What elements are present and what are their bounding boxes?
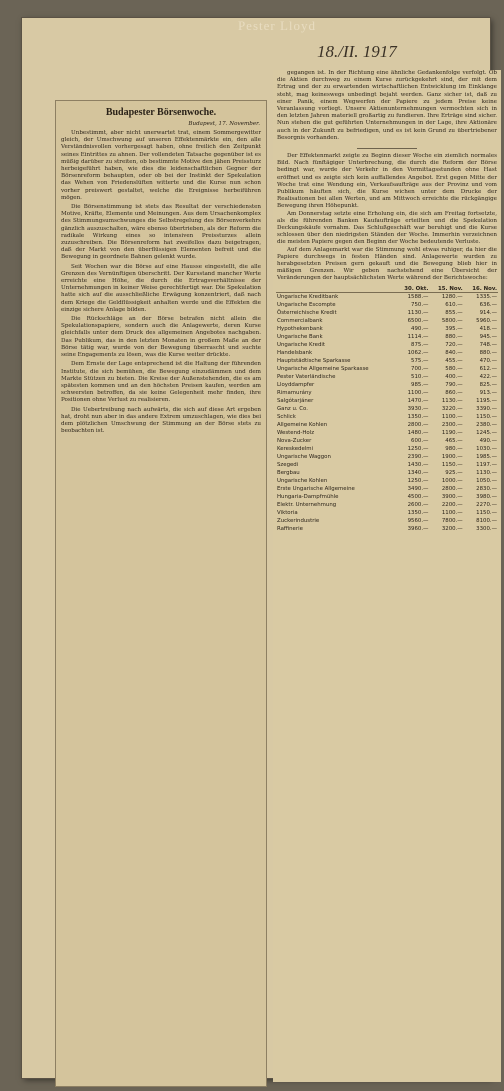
paragraph: Seit Wochen war die Börse auf eine Hausse eingestellt, die alle Grenzen des Vernünftigen überschritt. Der Kursstand mancher Werte erreichte eine Höhe, die durch die Ertragsverhältnisse der Unternehmungen in keiner Weise gerechtfertigt war. Die Spekulation hatte sich auf die ausschließliche Erwägung konzentriert, daß nach dem Kriege die Geldflüssigkeit anhalten werde und die Effekten die einzige sichere Anlage bilden.: [61, 263, 261, 313]
paragraph: Die Uebertreibung nach aufwärts, die sich auf diese Art ergeben hat, droht nun aber in das andere Extrem umzuschlagen, wie dies bei dem plötzlichen Umschwung der Stimmung an der Börse stets zu beobachten ist.: [61, 406, 261, 435]
price-cell: 1250.—: [407, 445, 429, 452]
table-row: [276, 437, 498, 445]
paragraph: Unbestimmt, aber nicht unerwartet trat, einem Sommergewitter gleich, der Umschwung auf unseren Effektenmärkte ein, den alle Verständnisvollen vorhergesagt haben, ohne freilich den Zeitpunkt seines Eintrittes zu ahnen. Der vollendeten Tatsache gegenüber ist es müßig darüber zu streiten, ob bestimmte Motive den jähen Preissturz herbeigeführt haben, wie dies die leidenschaftlichen Gegner der Börsenreform behaupten, oder ob bei der Instinkt der Spekulation das Wehen von Friedenslüften witterte und die Kurse nun schon vorher preiswert gestaltet, welche die Ereignisse herbeiführen mögen.: [61, 130, 261, 201]
table-row: [276, 469, 498, 477]
security-name-cell: Zuckerindustrie: [277, 517, 320, 524]
handwritten-date: 18./II. 1917: [317, 42, 397, 61]
table-row: [276, 525, 498, 533]
article-dateline: Budapest, 17. November.: [188, 121, 260, 127]
price-cell: 985.—: [411, 381, 429, 388]
price-cell: 1197.—: [476, 461, 497, 468]
table-row: [276, 453, 498, 461]
price-cell: 860.—: [445, 389, 463, 396]
security-name-cell: Österreichische Kredit: [277, 309, 337, 316]
table-row: [276, 373, 498, 381]
table-row: [276, 389, 498, 397]
price-cell: 5960.—: [476, 317, 497, 324]
price-cell: 400.—: [445, 373, 463, 380]
price-cell: 1350.—: [407, 509, 429, 516]
price-cell: 3390.—: [476, 405, 497, 412]
table-row: [276, 357, 498, 365]
column-header: 16. Nov.: [464, 286, 498, 293]
price-cell: 1150.—: [441, 461, 463, 468]
price-cell: 1470.—: [407, 397, 429, 404]
price-cell: 1190.—: [441, 429, 463, 436]
table-row: [276, 461, 498, 469]
price-cell: 750.—: [411, 301, 429, 308]
left-column: [55, 100, 267, 1087]
price-cell: 2200.—: [441, 501, 463, 508]
price-cell: 2800.—: [441, 485, 463, 492]
price-cell: 2270.—: [476, 501, 497, 508]
security-name-cell: Erste Ungarische Allgemeine: [277, 485, 355, 492]
table-row: [276, 413, 498, 421]
security-name-cell: Ungarische Bank: [277, 333, 323, 340]
table-row: [276, 501, 498, 509]
table-row: [276, 381, 498, 389]
price-cell: 1280.—: [441, 293, 463, 300]
price-cell: 2380.—: [476, 421, 497, 428]
newspaper-clipping-sheet: [22, 18, 497, 1078]
price-cell: 1100.—: [441, 413, 463, 420]
paragraph: Die Rückschläge an der Börse betrafen nicht allein die Spekulationspapiere, sondern auch die Anlagewerte, deren Kurse gleichfalls unter dem Druck des allgemeinen Angebotes nachgaben. Das Publikum, das in den letzten Monaten in großem Maße an der Börse tätig war, wurde von der Bewegung überrascht und suchte seine Engagements zu lösen, was die Kurse weiter drückte.: [61, 316, 261, 359]
price-cell: 1130.—: [441, 397, 463, 404]
price-cell: 1100.—: [407, 389, 429, 396]
price-cell: 636.—: [479, 301, 497, 308]
price-cell: 1588.—: [407, 293, 429, 300]
paragraph: gegangen ist. In der Richtung eine ähnliche Gedankenfolge verfolgt. Ob die Aktien durchweg zu einem Kurse zurückgekehrt sind, der mit dem Ertrag und der zu erwartenden wirtschaftlichen Entwicklung im Einklange steht, mag keineswegs unbedingt bejaht werden. Ganz sicher ist, daß zu einer Panik, einem Wegwerfen der Papiere zu jedem Preise keine Veranlassung vorliegt. Unsere Aktienunternehmungen vermochten sich in den letzten Jahren materiell großartig zu fundieren. Ihre Erträge sind sicher. Nun stehen die gut geführten Unternehmungen in der Lage, ihre Aktionäre auch in der Zukunft zu befriedigen, und es ist kein Grund zu übertriebener Besorgnis vorhanden.: [277, 70, 497, 141]
price-cell: 855.—: [445, 309, 463, 316]
price-cell: 5800.—: [441, 317, 463, 324]
price-cell: 422.—: [479, 373, 497, 380]
security-name-cell: Lloyddampfer: [277, 381, 315, 388]
table-row: [276, 477, 498, 485]
security-name-cell: Bergbau: [277, 469, 300, 476]
price-cell: 875.—: [411, 341, 429, 348]
price-cell: 1195.—: [476, 397, 497, 404]
price-cell: 1150.—: [476, 413, 497, 420]
price-cell: 700.—: [411, 365, 429, 372]
price-cell: 395.—: [445, 325, 463, 332]
security-name-cell: Ungarische Waggon: [277, 453, 331, 460]
price-cell: 9560.—: [407, 517, 429, 524]
section-divider: [357, 148, 417, 149]
price-cell: 1985.—: [476, 453, 497, 460]
table-row: [276, 517, 498, 525]
security-name-cell: Hauptstädtische Sparkasse: [277, 357, 351, 364]
price-cell: 748.—: [479, 341, 497, 348]
paragraph: Auf dem Anlagemarkt war die Stimmung wohl etwas ruhiger, da hier die Papiere durchwegs in festen Händen sind. Anlagewerte wurden zu herabgesetzten Preisen gern gekauft und die Bewegung blieb hier in mäßigen Grenzen. Wir geben nachstehend eine Übersicht der Veränderungen der hauptsächlichsten Werte während der Berichtswoche:: [277, 246, 497, 282]
table-row: [276, 397, 498, 405]
table-row: [276, 317, 498, 325]
security-name-cell: Rimamurány: [277, 389, 312, 396]
price-cell: 1480.—: [407, 429, 429, 436]
security-name-cell: Viktoria: [277, 509, 298, 516]
price-cell: 510.—: [411, 373, 429, 380]
price-cell: 1114.—: [407, 333, 429, 340]
price-cell: 600.—: [411, 437, 429, 444]
table-row: [276, 341, 498, 349]
table-row: [276, 301, 498, 309]
price-cell: 612.—: [479, 365, 497, 372]
price-cell: 2830.—: [476, 485, 497, 492]
price-cell: 1130.—: [476, 469, 497, 476]
price-cell: 3980.—: [476, 493, 497, 500]
security-name-cell: Handelsbank: [277, 349, 313, 356]
price-cell: 470.—: [479, 357, 497, 364]
paragraph: Am Donnerstag setzte eine Erholung ein, die sich am Freitag fortsetzte, als die führenden Banken Kaufaufträge erteilten und die Spekulation Deckungskäufe vornahm. Das Schlußgeschäft war beruhigt und die Kurse schlossen über den niedrigsten Ständen der Woche. Immerhin verzeichnen die meisten Papiere gegen den Beginn der Woche bedeutende Verluste.: [277, 210, 497, 246]
price-cell: 1430.—: [407, 461, 429, 468]
price-cell: 2390.—: [407, 453, 429, 460]
price-cell: 418.—: [479, 325, 497, 332]
table-row: [276, 485, 498, 493]
price-cell: 1000.—: [441, 477, 463, 484]
table-row: [276, 421, 498, 429]
price-cell: 490.—: [479, 437, 497, 444]
price-cell: 1250.—: [407, 477, 429, 484]
table-row: [276, 493, 498, 501]
column-header: 30. Okt.: [396, 286, 430, 293]
price-cell: 1150.—: [476, 509, 497, 516]
price-cell: 945.—: [479, 333, 497, 340]
table-row: [276, 349, 498, 357]
security-name-cell: Ungarische Allgemeine Sparkasse: [277, 365, 369, 372]
price-cell: 7800.—: [441, 517, 463, 524]
table-row: [276, 445, 498, 453]
table-row: [276, 365, 498, 373]
price-cell: 1900.—: [441, 453, 463, 460]
price-cell: 880.—: [445, 333, 463, 340]
security-name-cell: Kereskedelmi: [277, 445, 314, 452]
table-row: [276, 325, 498, 333]
price-cell: 1340.—: [407, 469, 429, 476]
security-name-cell: Pester Vaterländische: [277, 373, 336, 380]
price-cell: 1130.—: [407, 309, 429, 316]
masthead: Pester Lloyd: [237, 18, 317, 33]
price-cell: 4500.—: [407, 493, 429, 500]
security-name-cell: Elektr. Unternehmung: [277, 501, 337, 508]
price-cell: 1100.—: [441, 509, 463, 516]
price-cell: 1062.—: [407, 349, 429, 356]
paragraph: Die Börsenstimmung ist stets das Resultat der verschiedensten Motive, Kräfte, Elemente und Meinungen. Aus dem Ursachenkomplex des Stimmungsumschwunges die Selbstregelung des Börsenverkehrs gänzlich auszuschalten, wäre ebenso übertrieben, als der Reform die radikale Wirkung eines so intensiven Preissturzes allein zuzuschreiben. Die Börsenreform hat zweifellos dazu beigetragen, daß der Markt von den überflüssigen Elementen befreit und die Bewegung in geordnete Bahnen gelenkt wurde.: [61, 204, 261, 261]
price-cell: 913.—: [479, 389, 497, 396]
price-cell: 465.—: [445, 437, 463, 444]
table-row: [276, 333, 498, 341]
price-cell: 575.—: [411, 357, 429, 364]
security-name-cell: Ganz u. Co.: [277, 405, 308, 412]
column-header: 15. Nov.: [429, 286, 463, 293]
price-cell: 1335.—: [476, 293, 497, 300]
security-name-cell: Ungarische Escompte: [277, 301, 336, 308]
security-name-cell: Nova-Zucker: [277, 437, 312, 444]
price-cell: 840.—: [445, 349, 463, 356]
table-row: [276, 292, 498, 301]
security-name-cell: Ungarische Kohlen: [277, 477, 328, 484]
table-body: [276, 292, 498, 533]
price-cell: 3300.—: [476, 525, 497, 532]
table-row: [276, 405, 498, 413]
price-cell: 1245.—: [476, 429, 497, 436]
price-cell: 914.—: [479, 309, 497, 316]
price-cell: 1030.—: [476, 445, 497, 452]
price-cell: 3490.—: [407, 485, 429, 492]
price-cell: 455.—: [445, 357, 463, 364]
security-name-cell: Hungaria-Dampfmühle: [277, 493, 339, 500]
price-cell: 720.—: [445, 341, 463, 348]
price-cell: 3200.—: [441, 525, 463, 532]
price-cell: 3930.—: [407, 405, 429, 412]
price-cell: 1350.—: [407, 413, 429, 420]
price-cell: 2800.—: [407, 421, 429, 428]
price-cell: 8100.—: [476, 517, 497, 524]
security-name-cell: Commercialbank: [277, 317, 323, 324]
price-cell: 1050.—: [476, 477, 497, 484]
security-name-cell: Raffinerie: [277, 525, 303, 532]
security-name-cell: Allgemeine Kohlen: [277, 421, 328, 428]
security-name-cell: Ungarische Kreditbank: [277, 293, 339, 300]
security-name-cell: Hypothekenbank: [277, 325, 323, 332]
price-cell: 925.—: [445, 469, 463, 476]
price-cell: 610.—: [445, 301, 463, 308]
security-name-cell: Szegedi: [277, 461, 299, 468]
price-cell: 3900.—: [441, 493, 463, 500]
table-row: [276, 309, 498, 317]
price-cell: 2300.—: [441, 421, 463, 428]
paragraph: Dem Ernste der Lage entsprechend ist die Haltung der führenden Institute, die sich bemühen, die Bewegung einzudämmen und dem Markte Stützen zu bieten. Die Kreise der Außenstehenden, die es am spätesten kommen und an den höchsten Preisen kaufen, werden am schwersten betroffen, da sie keine Gelegenheit mehr finden, ihre Positionen ohne Verlust zu realisieren.: [61, 361, 261, 404]
price-cell: 2600.—: [407, 501, 429, 508]
price-cell: 825.—: [479, 381, 497, 388]
price-cell: 6500.—: [407, 317, 429, 324]
price-cell: 580.—: [445, 365, 463, 372]
price-cell: 490.—: [411, 325, 429, 332]
article-title: Budapester Börsenwoche.: [105, 107, 217, 118]
price-cell: 980.—: [445, 445, 463, 452]
paragraph: Der Effektenmarkt zeigte zu Beginn dieser Woche ein ziemlich normales Bild. Nach fünftägiger Unterbrechung, die durch die Reform der Börse bedingt war, wurde der Verkehr in den Vormittagsstunden ohne Hast eröffnet und es zeigte sich kein auffallendes Angebot. Erst gegen Mitte der Woche trat eine Wendung ein, Verkaufsaufträge aus der Provinz und vom Publikum häuften sich, die Kurse wichen unter dem Drucke der Realisationen bei allen Werten, und am Mittwoch erreichte die rückgängige Bewegung ihren Höhepunkt.: [277, 153, 497, 210]
right-column: [273, 70, 501, 1082]
price-cell: 880.—: [479, 349, 497, 356]
security-name-cell: Westend-Holz: [277, 429, 315, 436]
price-cell: 790.—: [445, 381, 463, 388]
security-name-cell: Schlick: [277, 413, 296, 420]
price-cell: 3960.—: [407, 525, 429, 532]
price-cell: 3220.—: [441, 405, 463, 412]
security-name-cell: Salgótarjáner: [277, 397, 314, 404]
price-table: [276, 286, 498, 533]
security-name-cell: Ungarische Kredit: [277, 341, 326, 348]
table-row: [276, 509, 498, 517]
table-row: [276, 429, 498, 437]
